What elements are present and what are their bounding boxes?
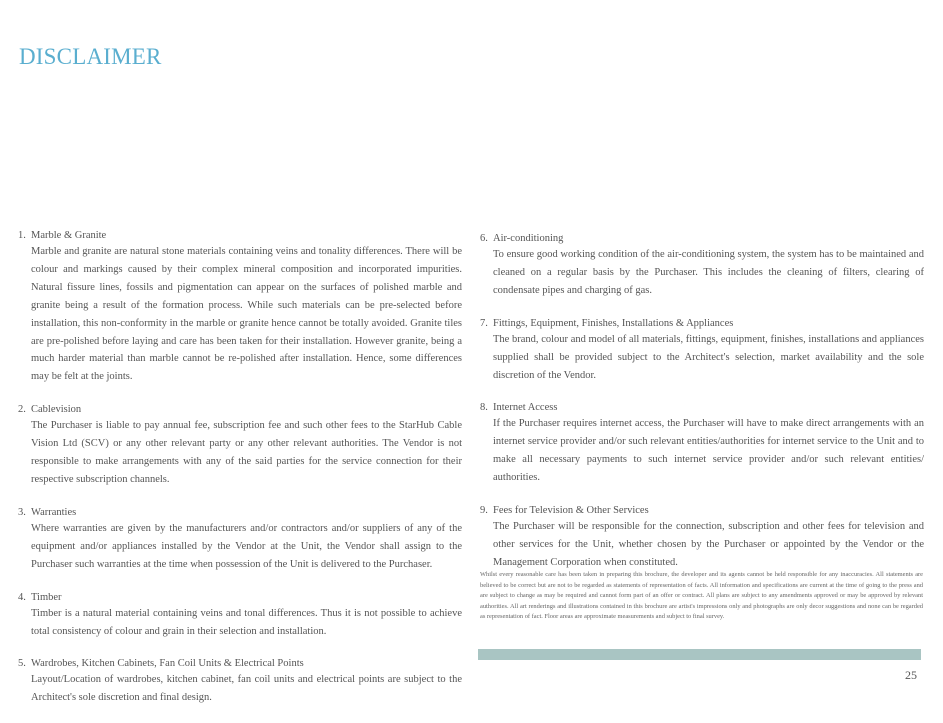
disclaimer-item	[18, 656, 462, 707]
item-number: 2.	[18, 404, 26, 416]
disclaimer-item	[18, 590, 462, 641]
decorative-bar	[478, 649, 921, 660]
disclaimer-item	[480, 503, 924, 572]
page-number: 25	[905, 668, 917, 682]
footnote-disclaimer: Whilst every reasonable care has been taken in preparing this brochure, the developer and its agents cannot be held responsible for any inaccuracies. All statements are believed to be correct but are not to be regarded as statements of representation of facts. All information and specifications are current at the time of going to the press and are subject to change as may be required and cannot form part of an offer or contract. All plans are subject to any amendments approved or may be approved by relevant authorities. All art renderings and illustrations contained in this brochure are artist's impressions only and photographs are only decor suggestions and none can be regarded as representation of fact. Floor areas are approximate measurements and subject to final survey.	[480, 571, 923, 621]
item-title: Wardrobes, Kitchen Cabinets, Fan Coil Units & Electrical Points	[31, 658, 304, 670]
item-body: If the Purchaser requires internet access, the Purchaser will have to make direct arrangements with an internet service provider and/or such relevant entities/authorities for internet service to the Unit and to make all necessary payments to such internet service provider and/or such relevant entities/ authorities.	[493, 418, 924, 484]
item-body: The Purchaser will be responsible for the connection, subscription and other fees for television and other services for the Unit, whether chosen by the Purchaser or appointed by the Vendor or the Management Corporation when constituted.	[493, 521, 924, 568]
item-body: Where warranties are given by the manufacturers and/or contractors and/or suppliers of any of the equipment and/or appliances installed by the Vendor at the Unit, the Vendor shall assign to the Purchaser such warranties at the time when possession of the Unit is delivered to the Purchaser.	[31, 522, 462, 570]
item-number: 9.	[480, 505, 488, 517]
item-number: 5.	[18, 658, 26, 670]
page-title: DISCLAIMER	[19, 44, 162, 69]
disclaimer-item	[480, 400, 924, 487]
item-body: Timber is a natural material containing veins and tonal differences. Thus it is not possible to achieve total consistency of colour and grain in their selection and installation.	[31, 607, 462, 637]
item-title: Fees for Television & Other Services	[493, 505, 649, 517]
item-number: 3.	[18, 506, 26, 518]
item-title: Marble & Granite	[31, 230, 107, 241]
item-number: 4.	[18, 591, 26, 603]
item-body: To ensure good working condition of the air-conditioning system, the system has to be maintained and cleaned on a regular basis by the Purchaser. This includes the cleaning of filters, clearing of condensate pipes and charging of gas.	[493, 249, 924, 296]
disclaimer-item	[18, 228, 462, 386]
item-number: 7.	[480, 317, 488, 329]
item-title: Internet Access	[493, 402, 558, 414]
item-body: Layout/Location of wardrobes, kitchen cabinet, fan coil units and electrical points are subject to the Architect's sole discretion and final design.	[31, 674, 462, 704]
disclaimer-item	[480, 316, 924, 385]
disclaimer-item	[18, 402, 462, 489]
disclaimer-column-left	[18, 228, 462, 723]
item-body: The Purchaser is liable to pay annual fee, subscription fee and such other fees to the StarHub Cable Vision Ltd (SCV) or any other relevant party or any other relevant authorities. The Vendor is not responsible to make arrangements with any of the said parties for the service connection for their respective subscription channels.	[31, 420, 462, 485]
item-number: 6.	[480, 233, 488, 244]
item-title: Cablevision	[31, 404, 82, 416]
item-number: 8.	[480, 402, 488, 414]
disclaimer-item	[480, 231, 924, 300]
item-body: The brand, colour and model of all materials, fittings, equipment, finishes, installations and appliances supplied shall be provided subject to the Architect's selection, market availability and the sole discretion of the Vendor.	[493, 333, 924, 381]
item-title: Fittings, Equipment, Finishes, Installations & Appliances	[493, 317, 734, 329]
disclaimer-column-right	[480, 231, 924, 588]
item-title: Warranties	[31, 506, 77, 518]
item-title: Timber	[31, 591, 62, 603]
disclaimer-item	[18, 505, 462, 574]
item-body: Marble and granite are natural stone materials containing veins and tonality differences. There will be colour and markings caused by their complex mineral composition and incorporated impurities. Natural fissure lines, fossils and pigmentation can appear on the surfaces of polished marble and granite being a result of the formation process. While such materials can be pre-selected before installation, this non-conformity in the marble or granite hence cannot be totally avoided. Granite tiles are pre-polished before laying and care has been taken for their installation. However granite, being a much harder material than marble cannot be re-polished after installation. Hence, some differences may be felt at the joints.	[31, 246, 462, 383]
item-title: Air-conditioning	[493, 233, 564, 244]
item-number: 1.	[18, 230, 26, 241]
